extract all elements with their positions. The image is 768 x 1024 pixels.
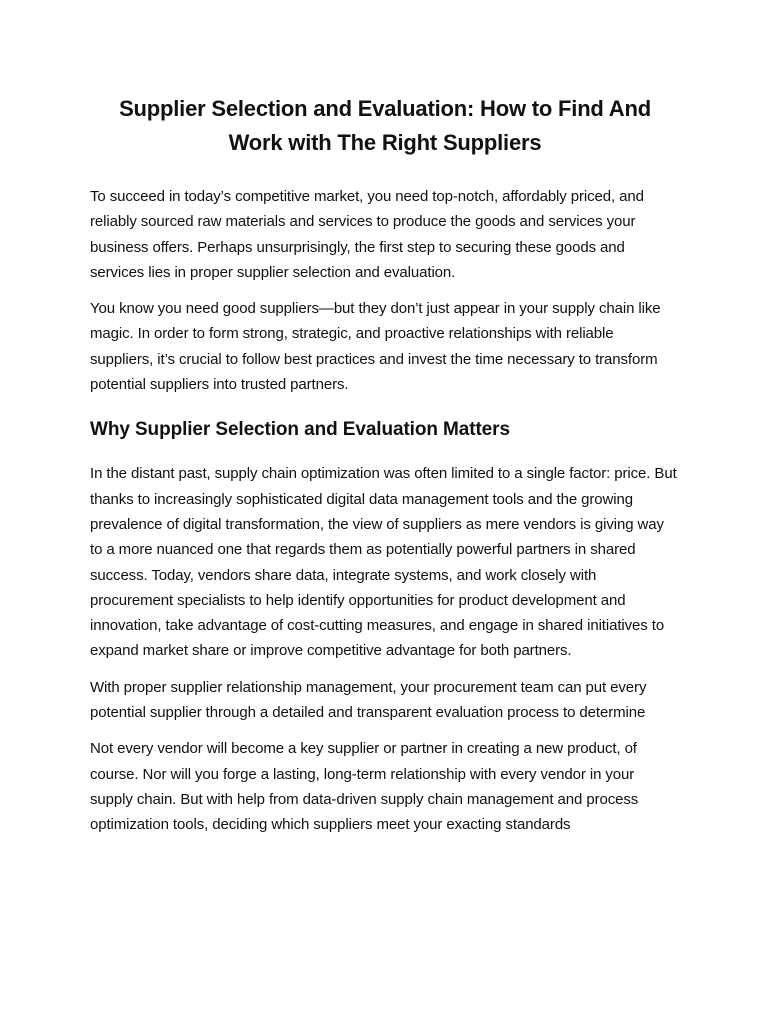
intro-paragraph: You know you need good suppliers—but they don’t just appear in your supply chain like magic. In order to form strong, strategic, and proactive relationships with reliable suppliers, it’s crucial to follow best practices and invest the time necessary to transform potential suppliers into trusted partners. [90, 300, 661, 394]
document-title: Supplier Selection and Evaluation: How to Find And Work with The Right Suppliers [119, 96, 651, 155]
body-paragraph: With proper supplier relationship management, your procurement team can put every potential supplier through a detailed and transparent evaluation process to determine [90, 678, 647, 722]
section-heading: Why Supplier Selection and Evaluation Matters [90, 419, 510, 441]
intro-paragraph: To succeed in today’s competitive market, you need top-notch, affordably priced, and reliably sourced raw materials and services to produce the goods and services your business offers. Perhaps unsurprisingly, the first step to securing these goods and services lies in proper supplier selection and evaluation. [90, 188, 644, 281]
body-paragraph: Not every vendor will become a key supplier or partner in creating a new product, of course. Nor will you forge a lasting, long-term relationship with every vendor in your supply chain. But with help from data-driven supply chain management and process optimization tools, deciding which suppliers meet your exacting standards [90, 740, 639, 834]
body-paragraph: In the distant past, supply chain optimization was often limited to a single factor: price. But thanks to increasingly sophisticated digital data management tools and the growing prevalence of digital transformation, the view of suppliers as mere vendors is giving way to a more nuanced one that regards them as potentially powerful partners in shared success. Today, vendors share data, integrate systems, and work closely with procurement specialists to help identify opportunities for product development and innovation, take advantage of cost-cutting measures, and engage in shared initiatives to expand market share or improve competitive advantage for both partners. [90, 465, 677, 660]
